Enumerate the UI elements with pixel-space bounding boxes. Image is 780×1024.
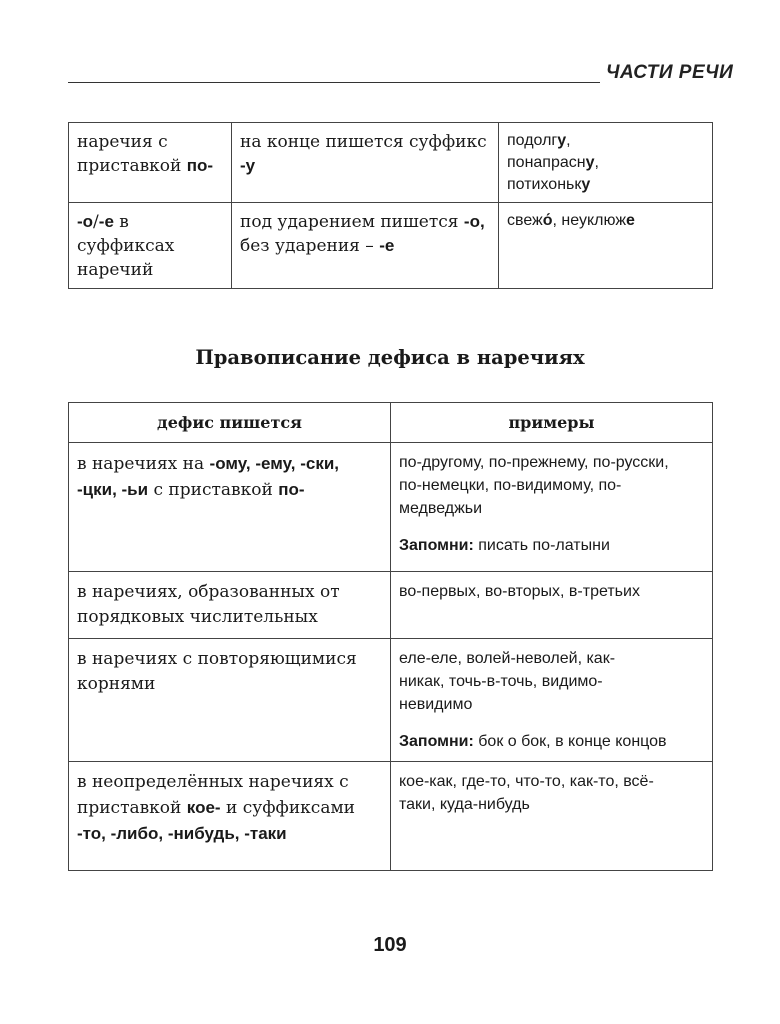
column-header-examples: примеры xyxy=(391,403,713,443)
rule-cell: -о/-е в суффиксах наречий xyxy=(69,203,232,289)
description-cell: под ударением пишется -о, без ударения – -е xyxy=(232,203,499,289)
table-row xyxy=(69,639,713,762)
section-title: Правописание дефиса в наречиях xyxy=(195,346,585,369)
table-header-row xyxy=(69,403,713,443)
rule-cell: в наречиях с повторяющимися корнями xyxy=(69,639,391,762)
example-cell: кое-как, где-то, что-то, как-то, всё-таки, куда-нибудь xyxy=(391,762,713,871)
example-cell: во-первых, во-вторых, в-третьих xyxy=(391,572,713,639)
description-cell: на конце пишется суффикс -у xyxy=(232,123,499,203)
table-row xyxy=(69,443,713,572)
page-number: 109 xyxy=(373,934,407,956)
hyphen-rules-table xyxy=(68,402,713,871)
remember-note: Запомни: бок о бок, в конце концов xyxy=(399,733,667,750)
table-row xyxy=(69,123,713,203)
rule-cell: в неопределённых наречиях с приставкой кое- и суффиксами -то, -либо, -нибудь, -таки xyxy=(69,762,391,871)
running-header-title: ЧАСТИ РЕЧИ xyxy=(606,62,734,83)
rule-cell: в наречиях, образованных от порядковых числительных xyxy=(69,572,391,639)
example-cell: свежо́, неуклюже xyxy=(499,203,713,289)
header-rule xyxy=(68,82,600,83)
example-cell: еле-еле, волей-неволей, как-никак, точь-в-точь, видимо-невидимо Запомни: бок о бок, в конце концов xyxy=(391,639,713,762)
remember-note: Запомни: писать по-латыни xyxy=(399,537,610,554)
table-row xyxy=(69,572,713,639)
rule-cell: наречия с приставкой по- xyxy=(69,123,232,203)
adverb-suffix-table xyxy=(68,122,713,289)
table-row xyxy=(69,203,713,289)
column-header-rule: дефис пишется xyxy=(69,403,391,443)
rule-cell: в наречиях на -ому, -ему, -ски, -цки, -ьи с приставкой по- xyxy=(69,443,391,572)
example-cell: по-другому, по-прежнему, по-русски, по-немецки, по-видимому, по-медведжьи Запомни: писать по-латыни xyxy=(391,443,713,572)
table-row xyxy=(69,762,713,871)
example-cell: подолгу, понапрасну, потихоньку xyxy=(499,123,713,203)
